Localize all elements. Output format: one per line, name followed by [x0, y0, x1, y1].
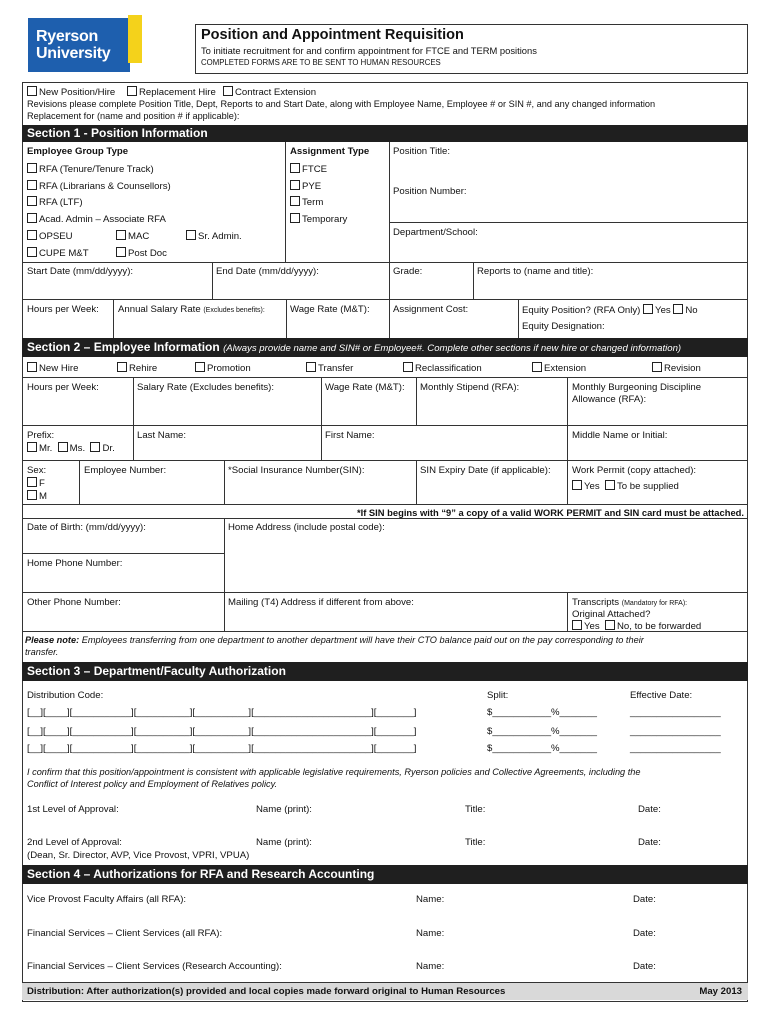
label: PYE	[302, 181, 322, 192]
checkbox[interactable]	[290, 196, 300, 206]
section3-title: Section 3 – Department/Faculty Authorization	[27, 664, 286, 678]
section1-title: Section 1 - Position Information	[27, 126, 208, 140]
fs-ra-label: Financial Services – Client Services (Research Accounting):	[27, 961, 282, 972]
dob-field[interactable]: Date of Birth: (mm/dd/yyyy):	[27, 522, 146, 533]
opt-contract-extension[interactable]	[223, 86, 316, 98]
opt-mac[interactable]	[116, 230, 149, 242]
logo-accent-bar	[128, 15, 142, 63]
label: RFA (Tenure/Tenure Track)	[39, 164, 154, 175]
hours-week-field[interactable]: Hours per Week:	[27, 304, 99, 315]
label: New Hire	[39, 363, 79, 374]
transcripts-options	[572, 620, 701, 632]
section1-header	[22, 125, 748, 142]
opt-replacement-label: Replacement Hire	[139, 87, 216, 98]
checkbox[interactable]	[27, 213, 37, 223]
assign-type-heading: Assignment Type	[290, 146, 370, 157]
opt-sex-m[interactable]	[27, 490, 47, 502]
opt-promotion[interactable]	[195, 362, 251, 374]
vp-faculty-label: Vice Provost Faculty Affairs (all RFA):	[27, 894, 187, 905]
checkbox-no-forward[interactable]	[605, 620, 615, 630]
revisions-text: Revisions please complete Position Title, Dept, Reports to and Start Date, along with Employee Name, Employee # or SIN #, and any changed information	[27, 99, 656, 109]
checkbox[interactable]	[116, 230, 126, 240]
prefix-options	[27, 442, 115, 454]
confirm-text-2: Conflict of Interest policy and Employment of Relatives policy.	[27, 779, 278, 789]
level1-date-field[interactable]: Date:	[638, 804, 661, 815]
s2-salary-field[interactable]: Salary Rate (Excludes benefits):	[137, 382, 275, 393]
fs-ra-date[interactable]: Date:	[633, 961, 656, 972]
opt-sr-admin[interactable]	[186, 230, 242, 242]
opt-sex-f[interactable]	[27, 477, 45, 489]
checkbox-no[interactable]	[673, 304, 683, 314]
checkbox[interactable]	[27, 490, 37, 500]
section4-header	[22, 865, 748, 884]
s2-burgeon-field[interactable]: Monthly Burgeoning Discipline	[572, 382, 702, 393]
label: Yes	[584, 481, 600, 492]
checkbox-yes[interactable]	[572, 620, 582, 630]
checkbox[interactable]	[27, 477, 37, 487]
dist-code-row-3[interactable]: [__][____][___________][__________][__________][______________________][_______]	[27, 743, 417, 754]
replacement-text: Replacement for (name and position # if applicable):	[27, 111, 240, 121]
s2-wage-field[interactable]: Wage Rate (M&T):	[325, 382, 405, 393]
label: Yes	[584, 621, 600, 632]
label: MAC	[128, 231, 150, 242]
section2-header	[22, 338, 748, 357]
label: RFA (Librarians & Counsellors)	[39, 181, 171, 192]
label: Revision	[664, 363, 701, 374]
page-title: Position and Appointment Requisition	[201, 27, 464, 43]
label-note: (Mandatory for RFA):	[621, 600, 688, 607]
opt-term[interactable]	[290, 196, 323, 208]
checkbox[interactable]	[290, 180, 300, 190]
label: F	[39, 478, 45, 489]
dist-code-row-2[interactable]: [__][____][___________][__________][__________][______________________][_______]	[27, 726, 417, 737]
level2-note: (Dean, Sr. Director, AVP, Vice Provost, VPRI, VPUA)	[27, 850, 250, 861]
label: Term	[302, 197, 324, 208]
opt-temporary[interactable]	[290, 213, 347, 225]
equity-position	[522, 304, 698, 316]
opt-new-position[interactable]	[27, 86, 115, 98]
work-permit-label: Work Permit (copy attached):	[572, 465, 697, 476]
label: Temporary	[302, 214, 348, 225]
dist-code-row-1[interactable]: [__][____][___________][__________][__________][______________________][_______]	[27, 707, 417, 718]
label: Yes	[655, 305, 671, 316]
confirm-text: I confirm that this position/appointment is consistent with applicable legislative requirements, Ryerson policies and Collective Agreements, including the	[27, 767, 641, 777]
checkbox[interactable]	[27, 230, 37, 240]
annual-salary-field[interactable]	[118, 304, 265, 315]
opt-postdoc[interactable]	[116, 247, 167, 259]
checkbox[interactable]	[27, 180, 37, 190]
dist-code-label: Distribution Code:	[27, 690, 104, 701]
level2-title-field[interactable]: Title:	[465, 837, 486, 848]
label: Acad. Admin – Associate RFA	[39, 214, 166, 225]
effective-date-label: Effective Date:	[630, 690, 693, 701]
transcripts-label	[572, 597, 687, 608]
fs-ra-name[interactable]: Name:	[416, 961, 445, 972]
split-row-1[interactable]: $___________%_______	[487, 707, 597, 718]
label: CUPE M&T	[39, 248, 89, 259]
label: M	[39, 491, 47, 502]
last-name-field[interactable]: Last Name:	[137, 430, 187, 441]
split-row-3[interactable]: $___________%_______	[487, 743, 597, 754]
assign-cost-field[interactable]: Assignment Cost:	[393, 304, 469, 315]
label: Sr. Admin.	[198, 231, 242, 242]
opt-new-label: New Position/Hire	[39, 87, 116, 98]
level2-approval-label: 2nd Level of Approval:	[27, 837, 122, 848]
label: No	[685, 305, 698, 316]
start-date-field[interactable]: Start Date (mm/dd/yyyy):	[27, 266, 134, 277]
vp-faculty-name[interactable]: Name:	[416, 894, 445, 905]
checkbox[interactable]	[27, 163, 37, 173]
opt-extension[interactable]	[532, 362, 586, 374]
ryerson-logo	[28, 18, 130, 72]
fs-rfa-label: Financial Services – Client Services (all RFA):	[27, 928, 223, 939]
opt-rfa-lib[interactable]	[27, 180, 171, 192]
opt-opseu[interactable]	[27, 230, 73, 242]
opt-contract-label: Contract Extension	[235, 87, 317, 98]
original-attached-label: Original Attached?	[572, 609, 651, 620]
section3-header	[22, 662, 748, 681]
split-label: Split:	[487, 690, 509, 701]
s2-hours-field[interactable]: Hours per Week:	[27, 382, 99, 393]
checkbox[interactable]	[27, 247, 37, 257]
middle-name-field[interactable]: Middle Name or Initial:	[572, 430, 668, 441]
date-row-1[interactable]: _________________	[630, 707, 721, 718]
emp-number-field[interactable]: Employee Number:	[84, 465, 167, 476]
please-note	[25, 635, 644, 645]
opt-replacement-hire[interactable]	[127, 86, 216, 98]
label: Annual Salary Rate	[118, 304, 201, 315]
reports-to-field[interactable]: Reports to (name and title):	[477, 266, 594, 277]
checkbox[interactable]	[127, 86, 137, 96]
please-note-2: transfer.	[25, 647, 59, 657]
label: Extension	[544, 363, 587, 374]
position-title-field[interactable]: Position Title:	[393, 146, 451, 157]
dept-field[interactable]: Department/School:	[393, 227, 478, 238]
checkbox[interactable]	[27, 86, 37, 96]
level1-name-field[interactable]: Name (print):	[256, 804, 312, 815]
checkbox-to-be-supplied[interactable]	[605, 480, 615, 490]
mailing-address-field[interactable]: Mailing (T4) Address if different from above:	[228, 597, 414, 608]
label: To be supplied	[617, 481, 679, 492]
label: Ms.	[69, 443, 86, 454]
checkbox[interactable]	[403, 362, 413, 372]
label: Transcripts	[572, 597, 620, 608]
opt-pye[interactable]	[290, 180, 321, 192]
checkbox[interactable]	[223, 86, 233, 96]
fs-rfa-date[interactable]: Date:	[633, 928, 656, 939]
first-name-field[interactable]: First Name:	[325, 430, 375, 441]
opt-new-hire[interactable]	[27, 362, 78, 374]
opt-transfer[interactable]	[306, 362, 353, 374]
equity-designation-field[interactable]: Equity Designation:	[522, 321, 605, 332]
label: Reclassification	[415, 363, 482, 374]
opt-ftce[interactable]	[290, 163, 327, 175]
work-permit-options	[572, 480, 679, 492]
prefix-label: Prefix:	[27, 430, 55, 441]
opt-cupe[interactable]	[27, 247, 89, 259]
label: No, to be forwarded	[617, 621, 702, 632]
checkbox[interactable]	[27, 196, 37, 206]
label: Equity Position? (RFA Only)	[522, 305, 641, 316]
label: Promotion	[207, 363, 251, 374]
logo-line1: Ryerson	[36, 28, 98, 45]
end-date-field[interactable]: End Date (mm/dd/yyyy):	[216, 266, 319, 277]
opt-acad-admin[interactable]	[27, 213, 166, 225]
level2-date-field[interactable]: Date:	[638, 837, 661, 848]
home-phone-field[interactable]: Home Phone Number:	[27, 558, 123, 569]
opt-rfa-tenure[interactable]	[27, 163, 154, 175]
s2-burgeon-field-2: Allowance (RFA):	[572, 394, 647, 405]
label: Rehire	[129, 363, 158, 374]
label: Mr.	[39, 443, 53, 454]
sin-note: *If SIN begins with “9” a copy of a valid WORK PERMIT and SIN card must be attached.	[356, 507, 744, 518]
date-row-2[interactable]: _________________	[630, 726, 721, 737]
please-note-bold: Please note:	[25, 635, 80, 645]
checkbox-dr[interactable]	[90, 442, 100, 452]
position-number-field[interactable]: Position Number:	[393, 186, 467, 197]
s2-stipend-field[interactable]: Monthly Stipend (RFA):	[420, 382, 520, 393]
level1-title-field[interactable]: Title:	[465, 804, 486, 815]
checkbox[interactable]	[186, 230, 196, 240]
vp-faculty-date[interactable]: Date:	[633, 894, 656, 905]
checkbox-ms[interactable]	[58, 442, 68, 452]
checkbox[interactable]	[27, 362, 37, 372]
split-row-2[interactable]: $___________%_______	[487, 726, 597, 737]
home-address-field[interactable]: Home Address (include postal code):	[228, 522, 385, 533]
checkbox[interactable]	[195, 362, 205, 372]
sex-label: Sex:	[27, 465, 47, 476]
label: Dr.	[102, 443, 115, 454]
level2-name-field[interactable]: Name (print):	[256, 837, 312, 848]
label: Post Doc	[128, 248, 167, 259]
label-note: (Excludes benefits):	[203, 307, 265, 314]
please-note-text: Employees transferring from one department to another department will have their CTO balance paid out on the pay corresponding to their	[81, 635, 644, 645]
label: RFA (LTF)	[39, 197, 83, 208]
checkbox[interactable]	[290, 213, 300, 223]
fs-rfa-name[interactable]: Name:	[416, 928, 445, 939]
section4-title: Section 4 – Authorizations for RFA and Research Accounting	[27, 867, 375, 881]
grade-field[interactable]: Grade:	[393, 266, 423, 277]
section2-note: (Always provide name and SIN# or Employee#. Complete other sections if new hire or changed information)	[223, 343, 682, 354]
date-row-3[interactable]: _________________	[630, 743, 721, 754]
opt-reclassification[interactable]	[403, 362, 482, 374]
footer-distribution: Distribution: After authorization(s) provided and local copies made forward original to Human Resources	[27, 986, 506, 997]
opt-rfa-ltf[interactable]	[27, 196, 83, 208]
other-phone-field[interactable]: Other Phone Number:	[27, 597, 121, 608]
footer-version: May 2013	[699, 986, 742, 997]
sin-expiry-field[interactable]: SIN Expiry Date (if applicable):	[420, 465, 551, 476]
checkbox[interactable]	[652, 362, 662, 372]
checkbox[interactable]	[290, 163, 300, 173]
opt-revision[interactable]	[652, 362, 701, 374]
checkbox-mr[interactable]	[27, 442, 37, 452]
checkbox[interactable]	[532, 362, 542, 372]
checkbox-yes[interactable]	[643, 304, 653, 314]
logo-line2: University	[36, 45, 111, 62]
sin-field[interactable]: *Social Insurance Number(SIN):	[228, 465, 365, 476]
page-subtitle-2: COMPLETED FORMS ARE TO BE SENT TO HUMAN RESOURCES	[201, 58, 441, 67]
opt-rehire[interactable]	[117, 362, 157, 374]
checkbox[interactable]	[116, 247, 126, 257]
wage-rate-field[interactable]: Wage Rate (M&T):	[290, 304, 370, 315]
checkbox[interactable]	[306, 362, 316, 372]
checkbox-yes[interactable]	[572, 480, 582, 490]
emp-group-heading: Employee Group Type	[27, 146, 129, 157]
section2-title: Section 2 – Employee Information	[27, 340, 220, 354]
page-subtitle: To initiate recruitment for and confirm appointment for FTCE and TERM positions	[201, 45, 537, 56]
checkbox[interactable]	[117, 362, 127, 372]
label: OPSEU	[39, 231, 73, 242]
label: FTCE	[302, 164, 328, 175]
level1-approval-label: 1st Level of Approval:	[27, 804, 119, 815]
label: Transfer	[318, 363, 354, 374]
